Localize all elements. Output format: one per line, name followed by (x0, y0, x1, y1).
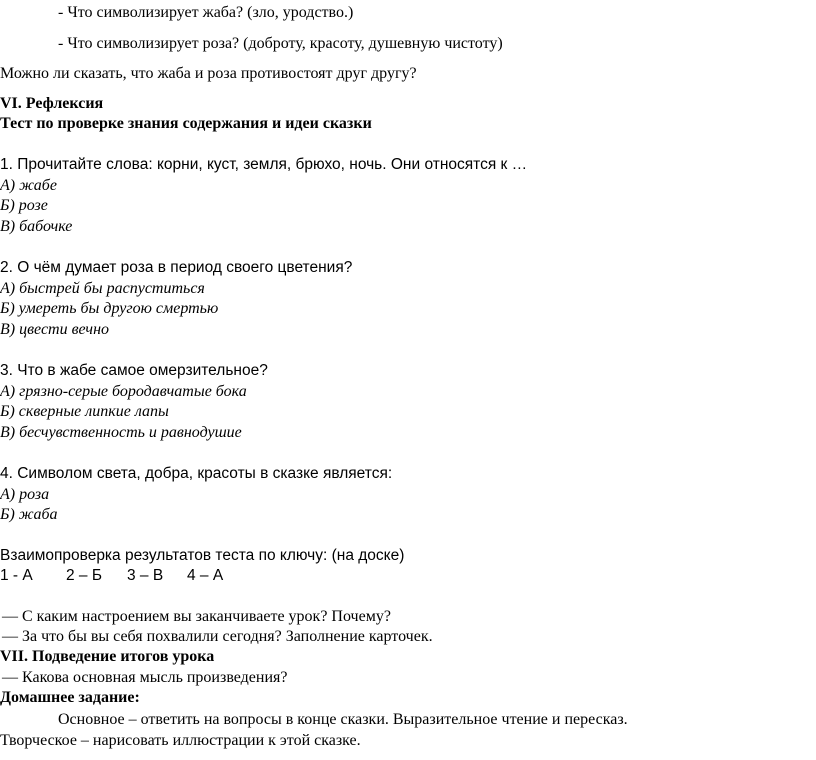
question-rose-symbol: - Что символизирует роза? (доброту, красоту, душевную чистоту) (58, 35, 503, 52)
test-option: В) бесчувственность и равнодушие (0, 424, 242, 441)
test-option: А) быстрей бы распуститься (0, 280, 205, 297)
test-title: Тест по проверке знания содержания и идеи сказки (0, 115, 372, 132)
answer-key-item: 1 - А (0, 567, 33, 584)
reflection-question-1: — С каким настроением вы заканчиваете урок? Почему? (2, 608, 391, 625)
homework-creative: Творческое – нарисовать иллюстрации к этой сказке. (0, 732, 361, 749)
homework-main: Основное – ответить на вопросы в конце сказки. Выразительное чтение и пересказ. (58, 711, 628, 728)
question-toad-symbol: - Что символизирует жаба? (зло, уродство.) (58, 4, 354, 21)
answer-key-item: 2 – Б (66, 567, 103, 584)
reflection-question-2: — За что бы вы себя похвалили сегодня? Заполнение карточек. (2, 628, 433, 645)
test-option: В) цвести вечно (0, 321, 109, 338)
test-option: Б) скверные липкие лапы (0, 403, 169, 420)
section-heading-summary: VII. Подведение итогов урока (0, 648, 215, 665)
test-question-1: 1. Прочитайте слова: корни, куст, земля, брюхо, ночь. Они относятся к … (0, 156, 528, 173)
test-option: Б) розе (0, 197, 48, 214)
answer-key-item: 3 – В (127, 567, 164, 584)
test-question-3: 3. Что в жабе самое омерзительное? (0, 362, 268, 379)
test-option: А) жабе (0, 177, 57, 194)
test-option: Б) жаба (0, 506, 58, 523)
test-option: Б) умереть бы другою смертью (0, 300, 219, 317)
question-oppose: Можно ли сказать, что жаба и роза противостоят друг другу? (0, 65, 417, 82)
test-option: А) грязно-серые бородавчатые бока (0, 383, 247, 400)
answer-key-item: 4 – А (187, 567, 224, 584)
answer-key (0, 566, 223, 585)
homework-heading: Домашнее задание: (0, 689, 140, 706)
test-option: В) бабочке (0, 218, 73, 235)
test-question-4: 4. Символом света, добра, красоты в сказке является: (0, 465, 393, 482)
summary-question: — Какова основная мысль произведения? (2, 669, 288, 686)
test-option: А) роза (0, 486, 50, 503)
section-heading-reflection: VI. Рефлексия (0, 95, 104, 112)
test-question-2: 2. О чём думает роза в период своего цветения? (0, 259, 353, 276)
check-instruction: Взаимопроверка результатов теста по ключу: (на доске) (0, 547, 405, 564)
